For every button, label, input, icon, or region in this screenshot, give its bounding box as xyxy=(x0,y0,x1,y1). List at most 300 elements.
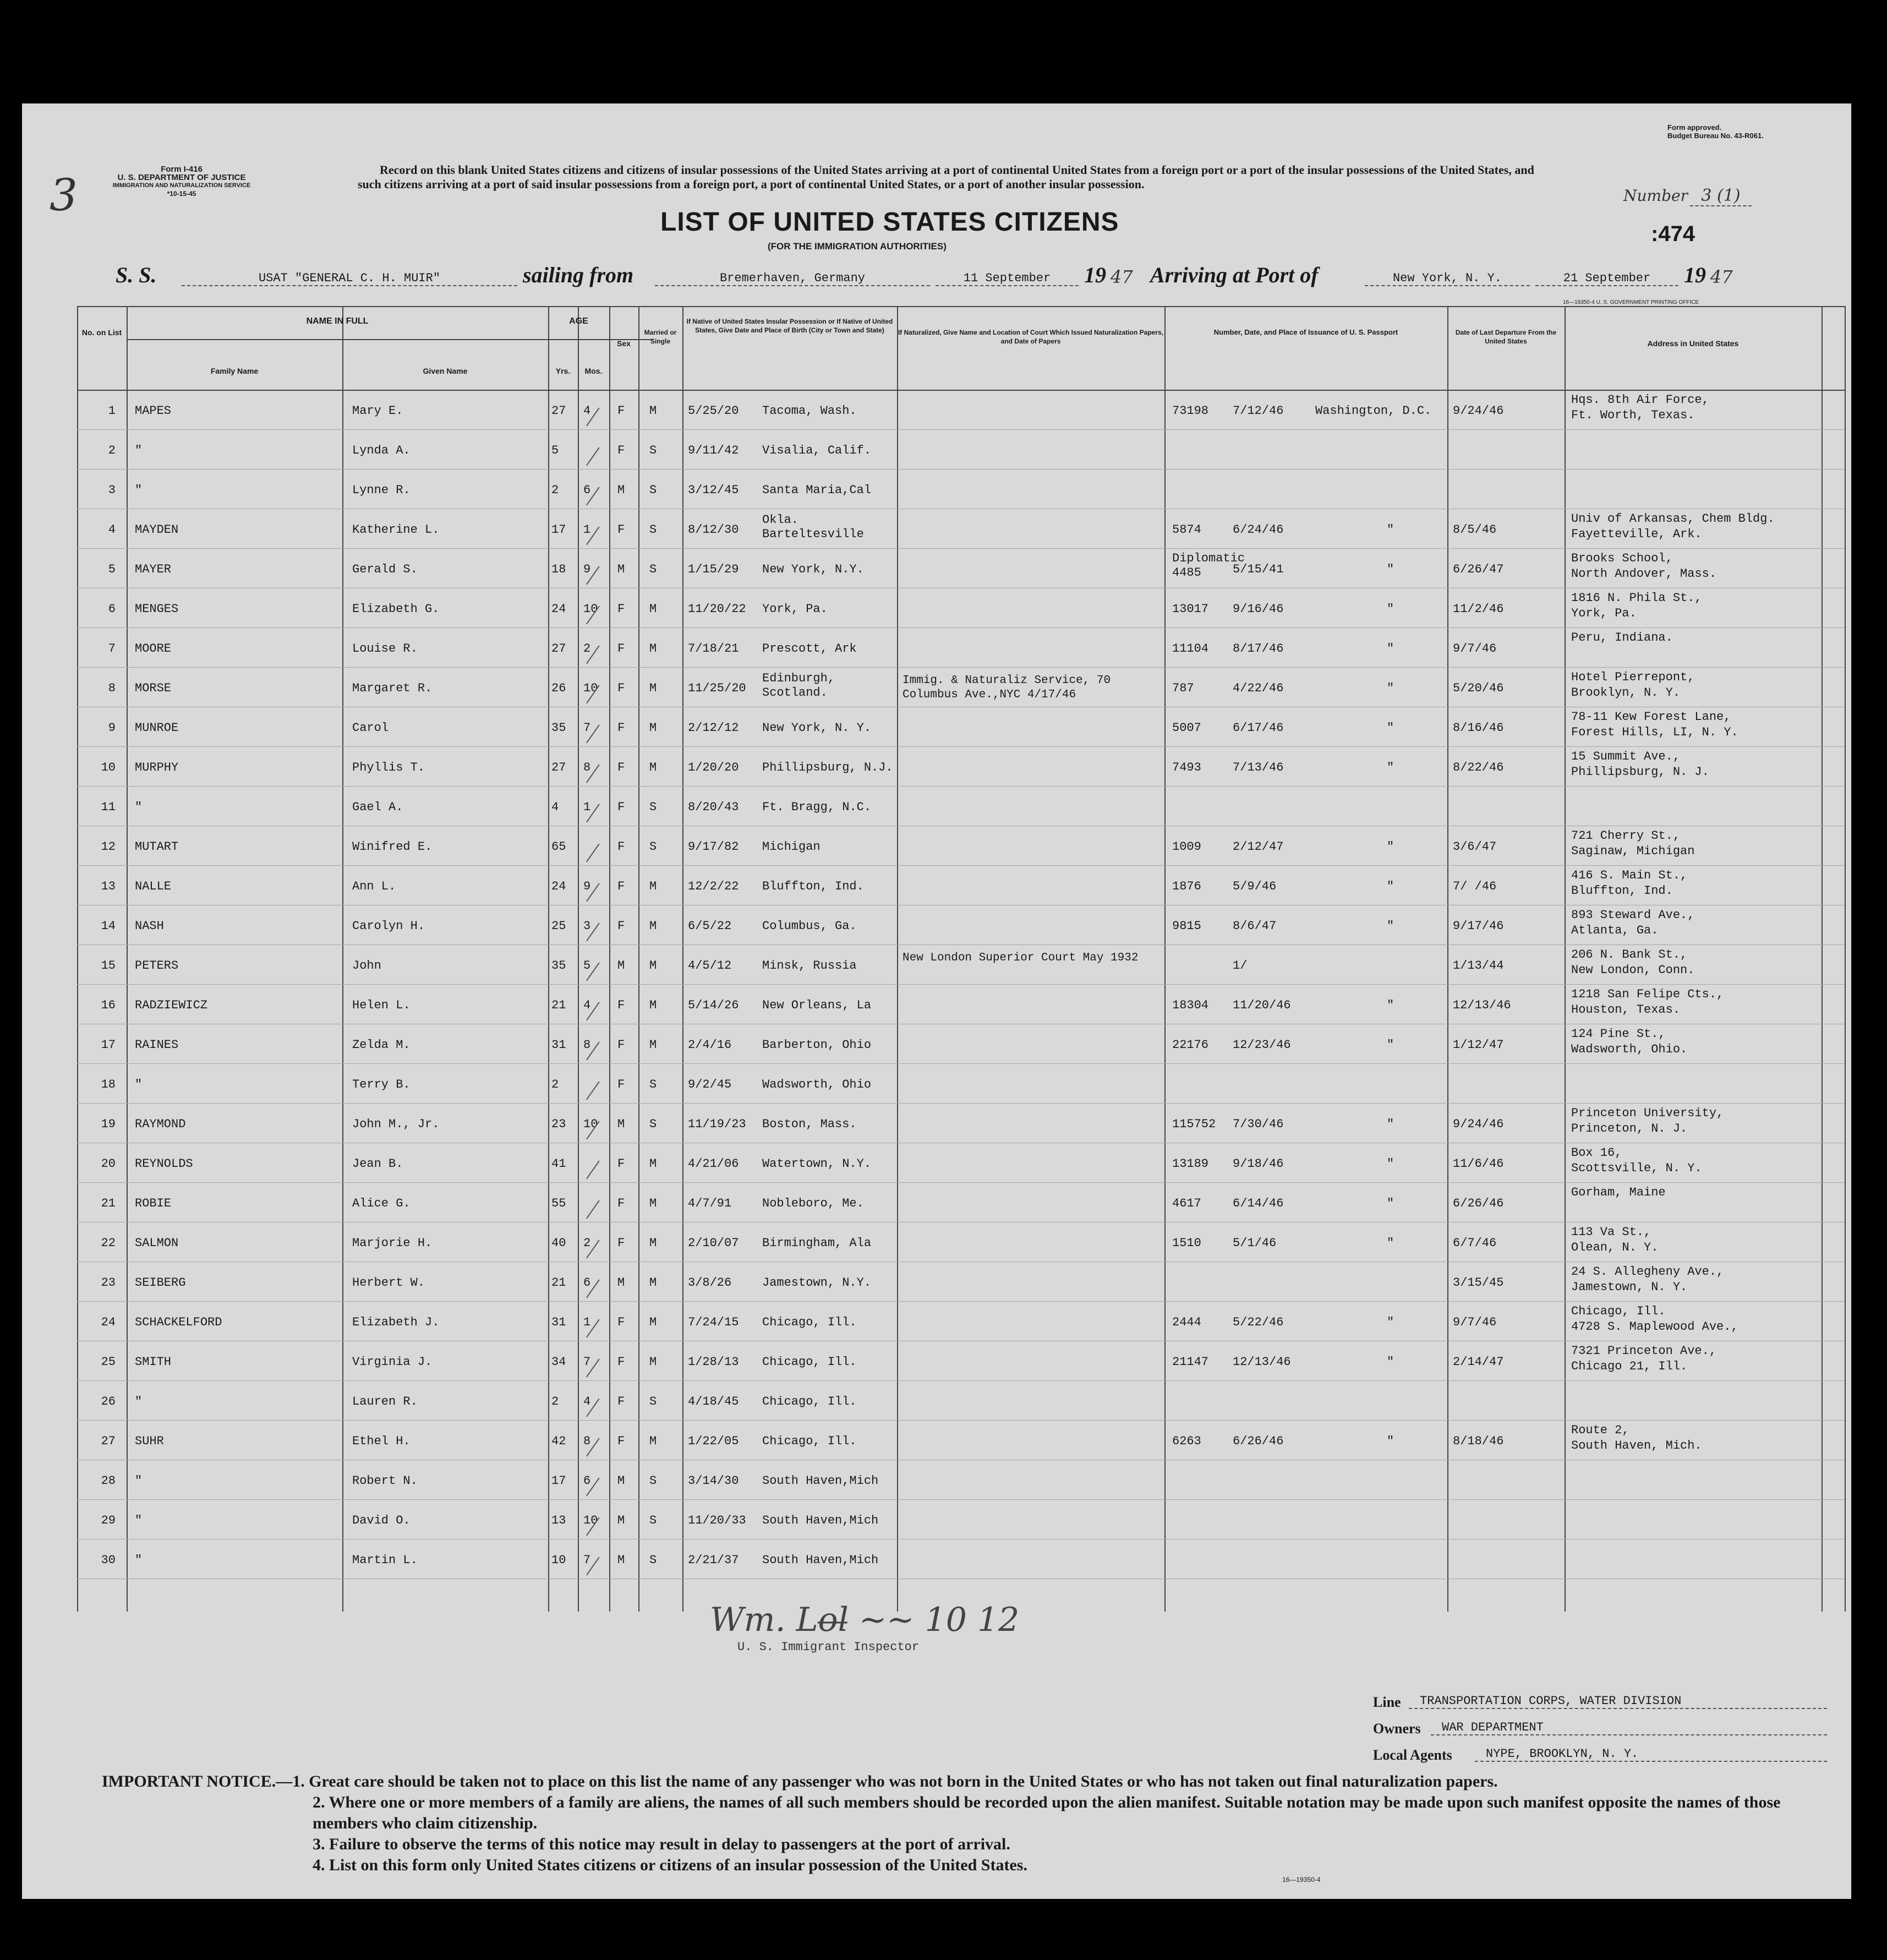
age-years: 17 xyxy=(551,1474,566,1488)
address-line-2: Jamestown, N. Y. xyxy=(1571,1280,1688,1294)
column-rule xyxy=(609,306,610,1612)
given-name: Lynne R. xyxy=(352,483,411,497)
passport-place: " xyxy=(1387,1117,1394,1131)
passport-date: 5/1/46 xyxy=(1233,1236,1277,1250)
passport-date: 4/22/46 xyxy=(1233,681,1284,695)
age-years: 65 xyxy=(551,840,566,854)
row-number: 30 xyxy=(101,1553,116,1567)
passport-number: 73198 xyxy=(1172,404,1209,418)
birth-date: 3/14/30 xyxy=(688,1474,739,1488)
birth-place: York, Pa. xyxy=(762,602,828,616)
check-mark-icon xyxy=(568,1069,599,1100)
given-name: Virginia J. xyxy=(352,1355,433,1369)
row-number: 6 xyxy=(108,602,116,616)
sex: F xyxy=(617,721,625,735)
sex: F xyxy=(617,1434,625,1448)
birth-date: 8/20/43 xyxy=(688,800,739,814)
family-name: SCHACKELFORD xyxy=(135,1315,222,1329)
birth-date: 6/5/22 xyxy=(688,919,732,933)
row-rule xyxy=(77,1301,1845,1302)
passport-number: 1876 xyxy=(1172,880,1201,893)
address-line-1: 416 S. Main St., xyxy=(1571,869,1688,882)
birth-place: South Haven,Mich xyxy=(762,1514,879,1527)
age-months: 1 xyxy=(583,523,591,537)
departure-date: 12/13/46 xyxy=(1453,998,1511,1012)
birth-date: 3/8/26 xyxy=(688,1276,732,1290)
marital-status: M xyxy=(649,880,657,893)
address-line-2: Olean, N. Y. xyxy=(1571,1241,1659,1254)
age-months: 9 xyxy=(583,880,591,893)
address-line-2: Chicago 21, Ill. xyxy=(1571,1360,1688,1373)
departure-date: 6/26/46 xyxy=(1453,1197,1504,1210)
row-number: 1 xyxy=(108,404,116,418)
check-mark-icon xyxy=(568,474,599,506)
age-years: 42 xyxy=(551,1434,566,1448)
row-number: 18 xyxy=(101,1078,116,1091)
age-years: 23 xyxy=(551,1117,566,1131)
row-number: 5 xyxy=(108,563,116,576)
departure-date: 2/14/47 xyxy=(1453,1355,1504,1369)
age-years: 24 xyxy=(551,602,566,616)
given-name: Robert N. xyxy=(352,1474,418,1488)
departure-date: 8/5/46 xyxy=(1453,523,1497,537)
row-rule xyxy=(77,429,1845,430)
row-rule xyxy=(77,865,1845,866)
margin-mark: 3 xyxy=(50,170,78,221)
column-rule xyxy=(548,306,549,1612)
row-number: 21 xyxy=(101,1197,116,1210)
given-name: Marjorie H. xyxy=(352,1236,433,1250)
check-mark-icon xyxy=(568,1544,599,1576)
col-mos: Mos. xyxy=(584,367,603,375)
address-line-1: Box 16, xyxy=(1571,1146,1622,1160)
birth-date: 7/24/15 xyxy=(688,1315,739,1329)
given-name: Terry B. xyxy=(352,1078,411,1091)
given-name: Winifred E. xyxy=(352,840,433,854)
age-years: 26 xyxy=(551,681,566,695)
age-years: 40 xyxy=(551,1236,566,1250)
sex: F xyxy=(617,840,625,854)
document-sheet xyxy=(22,103,1851,1899)
age-months: 2 xyxy=(583,1236,591,1250)
family-name: " xyxy=(135,1078,143,1091)
check-mark-icon xyxy=(568,435,599,466)
row-number: 9 xyxy=(108,721,116,735)
passport-number: 4617 xyxy=(1172,1197,1201,1210)
check-mark-icon xyxy=(568,673,599,704)
given-name: Mary E. xyxy=(352,404,403,418)
sex: F xyxy=(617,880,625,893)
marital-status: S xyxy=(649,1395,657,1408)
row-number: 27 xyxy=(101,1434,116,1448)
age-years: 21 xyxy=(551,998,566,1012)
form-number: Form I-416 xyxy=(161,165,203,174)
family-name: MAYER xyxy=(135,563,172,576)
marital-status: S xyxy=(649,1117,657,1131)
age-months: 4 xyxy=(583,1395,591,1408)
col-passport: Number, Date, and Place of Issuance of U. S. Passport xyxy=(1213,328,1398,336)
birth-date: 9/17/82 xyxy=(688,840,739,854)
address-line-2: York, Pa. xyxy=(1571,607,1637,620)
family-name: RAYMOND xyxy=(135,1117,186,1131)
address-line-2: Phillipsburg, N. J. xyxy=(1571,765,1709,779)
passport-number: 115752 xyxy=(1172,1117,1216,1131)
age-years: 21 xyxy=(551,1276,566,1290)
passport-number: 5007 xyxy=(1172,721,1201,735)
arrival-date: 21 September xyxy=(1535,271,1678,286)
birth-date: 1/28/13 xyxy=(688,1355,739,1369)
check-mark-icon xyxy=(568,1267,599,1298)
departure-date: 9/17/46 xyxy=(1453,919,1504,933)
birth-date: 4/5/12 xyxy=(688,959,732,973)
record-instructions: Record on this blank United States citizens and citizens of insular possessions of the United States arriving at a port of continental United States from a foreign port or a port of the insular possessions of the United States, and such citizens arriving at a port of said insular possessions from a foreign port, a port of continental United States, or a port of another insular possession. xyxy=(358,163,1534,191)
inspector-signature: Wm. Lo̶l̶ ~~ 10 12 xyxy=(710,1601,1020,1639)
col-family-name: Family Name xyxy=(210,367,259,375)
marital-status: M xyxy=(649,642,657,656)
check-mark-icon xyxy=(568,554,599,585)
passport-place: " xyxy=(1387,1038,1394,1052)
marital-status: M xyxy=(649,998,657,1012)
address-line-2: 4728 S. Maplewood Ave., xyxy=(1571,1320,1738,1334)
page-title: LIST OF UNITED STATES CITIZENS xyxy=(660,208,1119,237)
address-line-1: 24 S. Allegheny Ave., xyxy=(1571,1265,1724,1279)
address-line-1: Gorham, Maine xyxy=(1571,1186,1666,1199)
birth-date: 5/25/20 xyxy=(688,404,739,418)
passport-place: " xyxy=(1387,523,1394,537)
passport-number: 13017 xyxy=(1172,602,1209,616)
name-age-divider xyxy=(127,339,653,340)
check-mark-icon xyxy=(568,633,599,664)
row-number: 23 xyxy=(101,1276,116,1290)
sailing-from-label: sailing from xyxy=(523,263,634,287)
departure-date: 3/15/45 xyxy=(1453,1276,1504,1290)
family-name: MORSE xyxy=(135,681,172,695)
family-name: " xyxy=(135,1514,143,1527)
birth-place: Chicago, Ill. xyxy=(762,1395,857,1408)
given-name: Carol xyxy=(352,721,389,735)
given-name: Alice G. xyxy=(352,1197,411,1210)
birth-date: 2/21/37 xyxy=(688,1553,739,1567)
passport-number: 1510 xyxy=(1172,1236,1201,1250)
check-mark-icon xyxy=(568,1227,599,1259)
given-name: Herbert W. xyxy=(352,1276,425,1290)
birth-place: Phillipsburg, N.J. xyxy=(762,761,893,774)
naturalization: Immig. & Naturaliz Service, 70 Columbus Ave.,NYC 4/17/46 xyxy=(903,674,1111,701)
family-name: MAPES xyxy=(135,404,172,418)
sex: F xyxy=(617,681,625,695)
family-name: " xyxy=(135,444,143,457)
check-mark-icon xyxy=(568,1109,599,1140)
passport-date: 6/24/46 xyxy=(1233,523,1284,537)
address-line-1: Univ of Arkansas, Chem Bldg. xyxy=(1571,512,1775,526)
birth-date: 1/20/20 xyxy=(688,761,739,774)
departure-date: 9/7/46 xyxy=(1453,1315,1497,1329)
age-months: 6 xyxy=(583,1474,591,1488)
col-sex: Sex xyxy=(617,339,631,348)
row-number: 11 xyxy=(101,800,116,814)
family-name: RADZIEWICZ xyxy=(135,998,208,1012)
sex: F xyxy=(617,1236,625,1250)
birth-place: Tacoma, Wash. xyxy=(762,404,857,418)
birth-date: 9/11/42 xyxy=(688,444,739,457)
check-mark-icon xyxy=(568,1505,599,1536)
sex: F xyxy=(617,1355,625,1369)
row-number: 29 xyxy=(101,1514,116,1527)
column-rule xyxy=(682,306,683,1612)
departure-date: 9/24/46 xyxy=(1453,404,1504,418)
owners-value: WAR DEPARTMENT xyxy=(1431,1721,1827,1735)
marital-status: S xyxy=(649,444,657,457)
birth-place: Prescott, Ark xyxy=(762,642,857,656)
passport-number: 1009 xyxy=(1172,840,1201,854)
birth-date: 11/25/20 xyxy=(688,681,746,695)
family-name: MOORE xyxy=(135,642,172,656)
address-line-2: Scottsville, N. Y. xyxy=(1571,1161,1702,1175)
age-years: 41 xyxy=(551,1157,566,1171)
given-name: Ann L. xyxy=(352,880,396,893)
given-name: Margaret R. xyxy=(352,681,433,695)
check-mark-icon xyxy=(568,395,599,427)
birth-place: Minsk, Russia xyxy=(762,959,857,973)
sex: F xyxy=(617,1197,625,1210)
given-name: Ethel H. xyxy=(352,1434,411,1448)
passport-date: 12/13/46 xyxy=(1233,1355,1291,1369)
check-mark-icon xyxy=(568,1346,599,1378)
marital-status: M xyxy=(649,959,657,973)
sex: M xyxy=(617,563,625,576)
passport-place: " xyxy=(1387,1315,1394,1329)
departure-date: 11/6/46 xyxy=(1453,1157,1504,1171)
birth-place: Jamestown, N.Y. xyxy=(762,1276,872,1290)
departure-date: 8/16/46 xyxy=(1453,721,1504,735)
marital-status: M xyxy=(649,761,657,774)
birth-date: 11/20/22 xyxy=(688,602,746,616)
passport-place: " xyxy=(1387,880,1394,893)
age-months: 4 xyxy=(583,404,591,418)
sex: F xyxy=(617,1395,625,1408)
marital-status: M xyxy=(649,1197,657,1210)
marital-status: S xyxy=(649,483,657,497)
check-mark-icon xyxy=(568,1307,599,1338)
address-line-2: Bluffton, Ind. xyxy=(1571,884,1673,898)
birth-date: 1/22/05 xyxy=(688,1434,739,1448)
sex: F xyxy=(617,1157,625,1171)
address-line-2: Wadsworth, Ohio. xyxy=(1571,1042,1688,1056)
check-mark-icon xyxy=(568,1426,599,1457)
given-name: Katherine L. xyxy=(352,523,440,537)
given-name: Lynda A. xyxy=(352,444,411,457)
address-line-2: Ft. Worth, Texas. xyxy=(1571,408,1695,422)
row-rule xyxy=(77,1063,1845,1064)
passport-place: " xyxy=(1387,1236,1394,1250)
passport-place: " xyxy=(1387,840,1394,854)
age-months: 2 xyxy=(583,642,591,656)
important-notice xyxy=(102,1771,1797,1876)
passport-number: 13189 xyxy=(1172,1157,1209,1171)
address-line-2: South Haven, Mich. xyxy=(1571,1439,1702,1453)
col-yrs: Yrs. xyxy=(555,367,571,375)
age-months: 4 xyxy=(583,998,591,1012)
row-number: 22 xyxy=(101,1236,116,1250)
address-line-1: 78-11 Kew Forest Lane, xyxy=(1571,710,1731,724)
notice-1: 1. Great care should be taken not to place on this list the name of any passenger who was not born in the United States or who has not taken out final naturalization papers. xyxy=(292,1772,1498,1790)
sex: M xyxy=(617,483,625,497)
column-rule xyxy=(1565,306,1566,1612)
arrival-port: New York, N. Y. xyxy=(1365,271,1530,286)
row-number: 25 xyxy=(101,1355,116,1369)
sex: F xyxy=(617,919,625,933)
row-rule xyxy=(77,984,1845,985)
birth-place: Edinburgh, Scotland. xyxy=(762,671,835,700)
birth-date: 12/2/22 xyxy=(688,880,739,893)
age-months: 1 xyxy=(583,1315,591,1329)
birth-place: Visalia, Calif. xyxy=(762,444,872,457)
column-rule xyxy=(77,306,78,1612)
given-name: Gael A. xyxy=(352,800,403,814)
signature-note: 10 12 xyxy=(925,1601,1020,1639)
check-mark-icon xyxy=(568,871,599,902)
row-number: 10 xyxy=(101,761,116,774)
check-mark-icon xyxy=(568,712,599,744)
age-months: 8 xyxy=(583,761,591,774)
passport-number: 6263 xyxy=(1172,1434,1201,1448)
passport-date: 6/14/46 xyxy=(1233,1197,1284,1210)
row-rule xyxy=(77,1103,1845,1104)
given-name: David O. xyxy=(352,1514,411,1527)
age-years: 31 xyxy=(551,1315,566,1329)
family-name: " xyxy=(135,1553,143,1567)
number-label: Number xyxy=(1623,187,1688,205)
age-years: 17 xyxy=(551,523,566,537)
address-line-1: Hotel Pierrepont, xyxy=(1571,670,1695,684)
notice-3: 3. Failure to observe the terms of this notice may result in delay to passengers at the port of arrival. xyxy=(313,1835,1010,1853)
address-line-2: Houston, Texas. xyxy=(1571,1003,1681,1017)
given-name: Phyllis T. xyxy=(352,761,425,774)
passport-date: 9/16/46 xyxy=(1233,602,1284,616)
row-rule xyxy=(77,786,1845,787)
birth-date: 7/18/21 xyxy=(688,642,739,656)
birth-date: 4/21/06 xyxy=(688,1157,739,1171)
age-years: 18 xyxy=(551,563,566,576)
address-line-2: Saginaw, Michigan xyxy=(1571,844,1695,858)
address-line-1: Chicago, Ill. xyxy=(1571,1304,1666,1318)
column-rule xyxy=(1822,306,1823,1612)
family-name: MURPHY xyxy=(135,761,179,774)
family-name: MENGES xyxy=(135,602,179,616)
marital-status: S xyxy=(649,1514,657,1527)
form-date: *10-15-45 xyxy=(167,190,196,198)
passport-number: 5874 xyxy=(1172,523,1201,537)
sex: M xyxy=(617,1474,625,1488)
family-name: SUHR xyxy=(135,1434,164,1448)
marital-status: M xyxy=(649,721,657,735)
marital-status: M xyxy=(649,1038,657,1052)
arrival-year: 47 xyxy=(1710,266,1733,287)
marital-status: M xyxy=(649,404,657,418)
marital-status: M xyxy=(649,1236,657,1250)
sex: F xyxy=(617,800,625,814)
check-mark-icon xyxy=(568,593,599,625)
row-rule xyxy=(77,1380,1845,1381)
passport-place: " xyxy=(1387,998,1394,1012)
age-years: 2 xyxy=(551,1078,559,1091)
passport-date: 2/12/47 xyxy=(1233,840,1284,854)
column-rule xyxy=(638,306,639,1612)
page-subtitle: (FOR THE IMMIGRATION AUTHORITIES) xyxy=(768,241,947,252)
address-line-1: 113 Va St., xyxy=(1571,1225,1651,1239)
marital-status: M xyxy=(649,602,657,616)
passport-number: 18304 xyxy=(1172,998,1209,1012)
birth-place: Nobleboro, Me. xyxy=(762,1197,864,1210)
row-number: 13 xyxy=(101,880,116,893)
passport-place: " xyxy=(1387,919,1394,933)
departure-date: 9/7/46 xyxy=(1453,642,1497,656)
passport-place: " xyxy=(1387,681,1394,695)
check-mark-icon xyxy=(568,990,599,1021)
row-number: 14 xyxy=(101,919,116,933)
sailing-year: 47 xyxy=(1111,266,1133,287)
col-naturalized: If Naturalized, Give Name and Location of Court Which Issued Naturalization Papers, and Date of Papers xyxy=(898,329,1164,345)
given-name: Jean B. xyxy=(352,1157,403,1171)
row-number: 16 xyxy=(101,998,116,1012)
family-name: NASH xyxy=(135,919,164,933)
ship-name: USAT "GENERAL C. H. MUIR" xyxy=(182,271,517,286)
age-years: 24 xyxy=(551,880,566,893)
address-line-1: Brooks School, xyxy=(1571,552,1673,565)
birth-place: Ft. Bragg, N.C. xyxy=(762,800,872,814)
departure-date: 6/7/46 xyxy=(1453,1236,1497,1250)
passport-date: 5/15/41 xyxy=(1233,563,1284,576)
col-given-name: Given Name xyxy=(423,367,468,375)
marital-status: M xyxy=(649,1355,657,1369)
birth-date: 2/10/07 xyxy=(688,1236,739,1250)
given-name: Martin L. xyxy=(352,1553,418,1567)
sailing-year-prefix: 19 xyxy=(1084,263,1106,287)
passport-date: 6/17/46 xyxy=(1233,721,1284,735)
address-line-1: Route 2, xyxy=(1571,1423,1629,1437)
address-line-1: 206 N. Bank St., xyxy=(1571,948,1688,962)
column-rule xyxy=(1447,306,1448,1612)
birth-date: 9/2/45 xyxy=(688,1078,732,1091)
passport-place: " xyxy=(1387,1157,1394,1171)
passport-date: 1/ xyxy=(1233,959,1248,973)
column-rule xyxy=(1164,306,1166,1612)
passport-number: 22176 xyxy=(1172,1038,1209,1052)
marital-status: M xyxy=(649,681,657,695)
marital-status: S xyxy=(649,563,657,576)
birth-date: 1/15/29 xyxy=(688,563,739,576)
age-years: 35 xyxy=(551,721,566,735)
age-months: 7 xyxy=(583,1553,591,1567)
row-rule xyxy=(77,1182,1845,1183)
marital-status: M xyxy=(649,919,657,933)
row-number: 26 xyxy=(101,1395,116,1408)
family-name: " xyxy=(135,483,143,497)
age-months: 5 xyxy=(583,959,591,973)
birth-place: Okla. Barteltesville xyxy=(762,513,864,541)
departure-date: 9/24/46 xyxy=(1453,1117,1504,1131)
departure-date: 8/18/46 xyxy=(1453,1434,1504,1448)
family-name: " xyxy=(135,800,143,814)
passport-number: 7493 xyxy=(1172,761,1201,774)
birth-date: 4/18/45 xyxy=(688,1395,739,1408)
age-months: 6 xyxy=(583,1276,591,1290)
age-months: 8 xyxy=(583,1434,591,1448)
age-months: 1 xyxy=(583,800,591,814)
row-number: 17 xyxy=(101,1038,116,1052)
birth-date: 3/12/45 xyxy=(688,483,739,497)
family-name: PETERS xyxy=(135,959,179,973)
